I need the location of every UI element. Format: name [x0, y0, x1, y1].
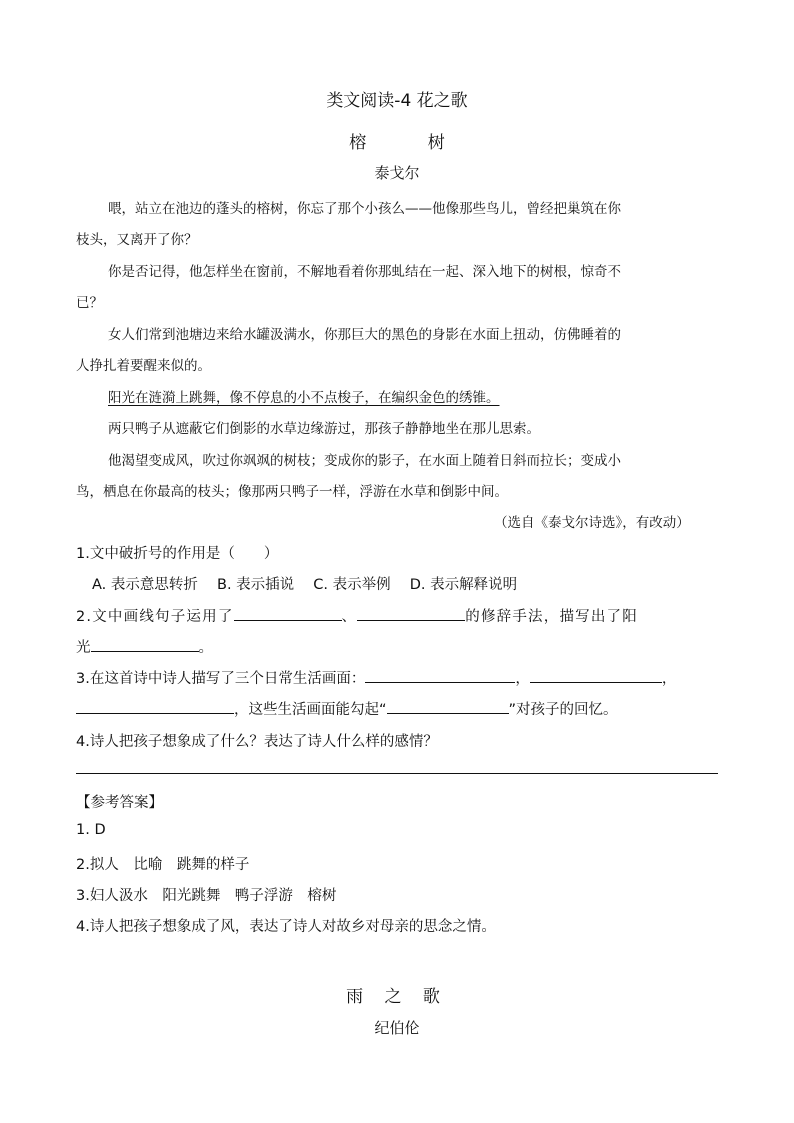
- question-2: 2.文中画线句子运用了 、 的修辞手法，描写出了阳: [76, 605, 638, 626]
- poem-line: 喂，站立在池边的蓬头的榕树，你忘了那个小孩么——他像那些鸟儿，曾经把巢筑在你: [108, 201, 621, 217]
- poem-line: 女人们常到池塘边来给水罐汲满水，你那巨大的黑色的身影在水面上扭动，仿佛睡着的: [108, 327, 621, 343]
- next-poem-title: 雨 之 歌: [346, 987, 448, 1007]
- answer-item: 2.拟人 比喻 跳舞的样子: [76, 857, 250, 873]
- poem-line: 两只鸭子从遮蔽它们倒影的水草边缘游过，那孩子静静地坐在那儿思索。: [108, 421, 540, 437]
- question-4: 4.诗人把孩子想象成了什么？表达了诗人什么样的感情？: [76, 734, 438, 750]
- question-2-cont: 光 。: [76, 636, 213, 657]
- answer-blank[interactable]: [530, 668, 662, 683]
- answer-blank[interactable]: [387, 699, 509, 714]
- poem-author: 泰戈尔: [374, 164, 420, 182]
- answer-item: 4.诗人把孩子想象成了风，表达了诗人对故乡对母亲的思念之情。: [76, 919, 496, 935]
- poem-line: 你是否记得，他怎样坐在窗前，不解地看着你那虬结在一起、深入地下的树根，惊奇不: [108, 264, 621, 280]
- poem-line: 枝头，又离开了你？: [76, 232, 198, 248]
- poem-line-underlined: 阳光在涟漪上跳舞，像不停息的小不点梭子，在编织金色的绣锥。: [108, 390, 500, 406]
- poem-line: 鸟，栖息在你最高的枝头；像那两只鸭子一样，浮游在水草和倒影中间。: [76, 484, 508, 500]
- divider: [76, 773, 718, 774]
- answer-blank[interactable]: [91, 637, 199, 652]
- poem-title: 榕 树: [349, 133, 473, 153]
- answer-blank[interactable]: [357, 606, 465, 621]
- document-title: 类文阅读-4 花之歌: [326, 91, 468, 111]
- next-poem-author: 纪伯伦: [374, 1019, 420, 1037]
- question-1: 1.文中破折号的作用是（ ）: [76, 546, 279, 562]
- answer-blank[interactable]: [76, 699, 234, 714]
- poem-line: 他渴望变成风，吹过你飒飒的树枝；变成你的影子，在水面上随着日斜而拉长；变成小: [108, 453, 621, 469]
- poem-line: 已？: [76, 295, 103, 311]
- question-1-options: A. 表示意思转折 B. 表示插说 C. 表示举例 D. 表示解释说明: [92, 577, 518, 593]
- question-3-cont: ，这些生活画面能勾起“ ”对孩子的回忆。: [76, 698, 618, 719]
- poem-line: 人挣扎着要醒来似的。: [76, 358, 211, 374]
- question-3: 3.在这首诗中诗人描写了三个日常生活画面： ， ，: [76, 667, 676, 688]
- answer-blank[interactable]: [365, 668, 515, 683]
- answer-item: 1. D: [76, 822, 106, 838]
- answer-item: 3.妇人汲水 阳光跳舞 鸭子浮游 榕树: [76, 888, 337, 904]
- poem-source: （选自《泰戈尔诗选》，有改动）: [494, 515, 690, 531]
- answers-heading: 【参考答案】: [76, 795, 163, 811]
- answer-blank[interactable]: [234, 606, 342, 621]
